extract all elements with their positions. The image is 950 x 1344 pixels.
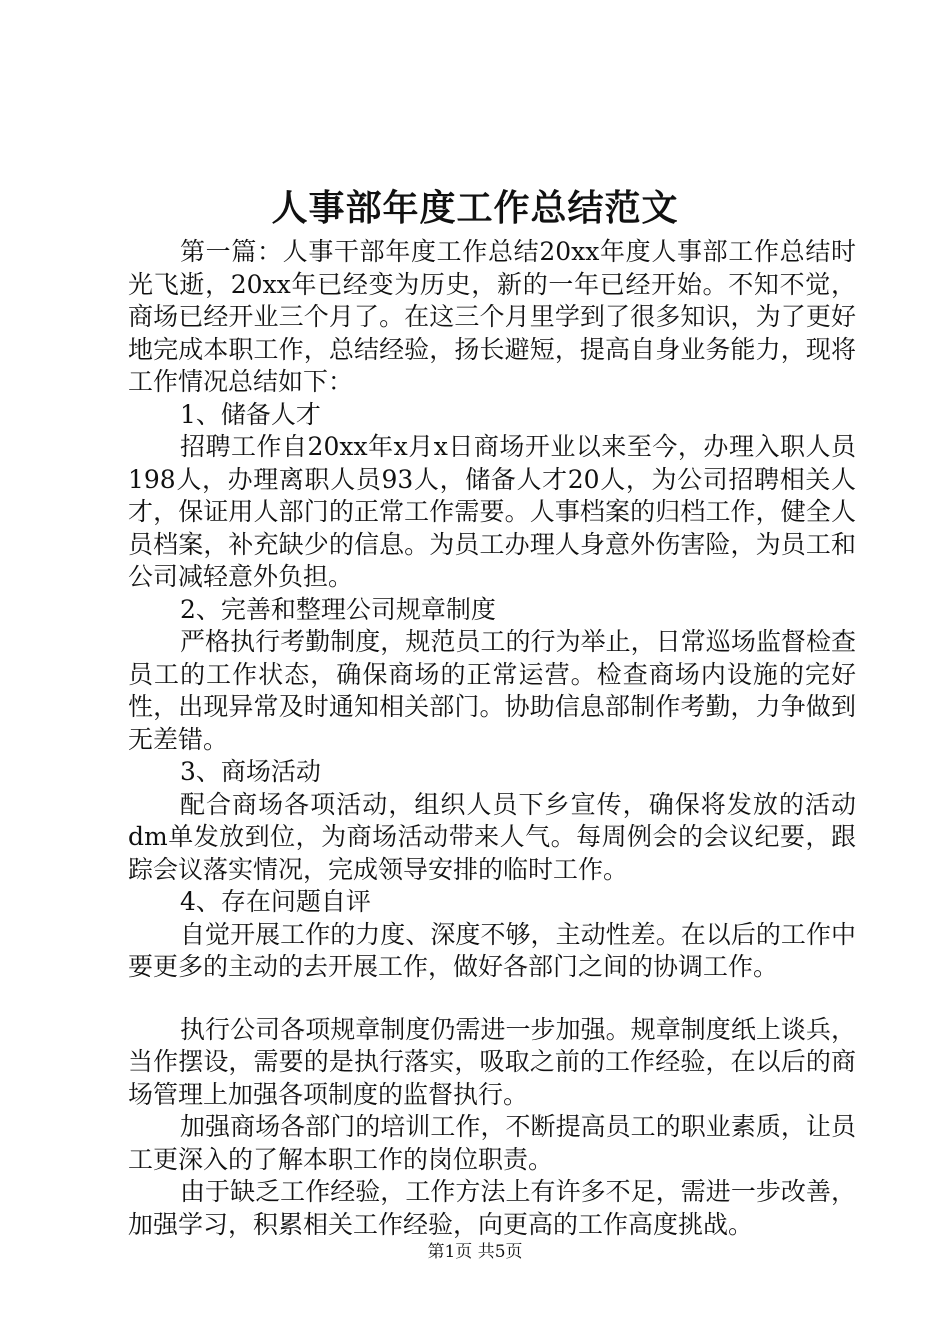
section-heading-1: 1、储备人才: [180, 399, 321, 429]
paragraph-activities: 配合商场各项活动，组织人员下乡宣传，确保将发放的活动dm单发放到位，为商场活动带来人气。每周例会的会议纪要，跟踪会议落实情况，完成领导安排的临时工作。: [128, 789, 856, 884]
document-body: [128, 236, 856, 1241]
paragraph-training: 加强商场各部门的培训工作，不断提高员工的职业素质，让员工更深入的了解本职工作的岗位职责。: [128, 1112, 856, 1174]
paragraph-intro: 第一篇：人事干部年度工作总结20xx年度人事部工作总结时光飞逝，20xx年已经变为历史，新的一年已经开始。不知不觉，商场已经开业三个月了。在这三个月里学到了很多知识，为了更好地完成本职工作，总结经验，扬长避短，提高自身业务能力，现将工作情况总结如下：: [128, 237, 856, 396]
section-heading-4: 4、存在问题自评: [180, 887, 371, 916]
paragraph-self-review: 自觉开展工作的力度、深度不够，主动性差。在以后的工作中要更多的主动的去开展工作，做好各部门之间的协调工作。: [128, 919, 856, 981]
document-title: 人事部年度工作总结范文: [271, 187, 679, 229]
paragraph-rules-enforcement: 执行公司各项规章制度仍需进一步加强。规章制度纸上谈兵，当作摆设，需要的是执行落实，吸取之前的工作经验，在以后的商场管理上加强各项制度的监督执行。: [128, 1014, 856, 1109]
section-heading-3: 3、商场活动: [180, 757, 321, 786]
paragraph-improvement: 由于缺乏工作经验，工作方法上有许多不足，需进一步改善，加强学习，积累相关工作经验，向更高的工作高度挑战。: [128, 1177, 856, 1239]
section-heading-2: 2、完善和整理公司规章制度: [180, 594, 496, 624]
paragraph-gap: [128, 984, 856, 1014]
paragraph-recruitment: 招聘工作自20xx年x月x日商场开业以来至今，办理入职人员198人，办理离职人员93人，储备人才20人，为公司招聘相关人才，保证用人部门的正常工作需要。人事档案的归档工作，健全人员档案，补充缺少的信息。为员工办理人身意外伤害险，为员工和公司减轻意外负担。: [128, 432, 856, 591]
paragraph-regulations: 严格执行考勤制度，规范员工的行为举止，日常巡场监督检查员工的工作状态，确保商场的正常运营。检查商场内设施的完好性，出现异常及时通知相关部门。协助信息部制作考勤，力争做到无差错。: [128, 627, 856, 754]
page-footer: 第1页 共5页: [427, 1242, 523, 1262]
